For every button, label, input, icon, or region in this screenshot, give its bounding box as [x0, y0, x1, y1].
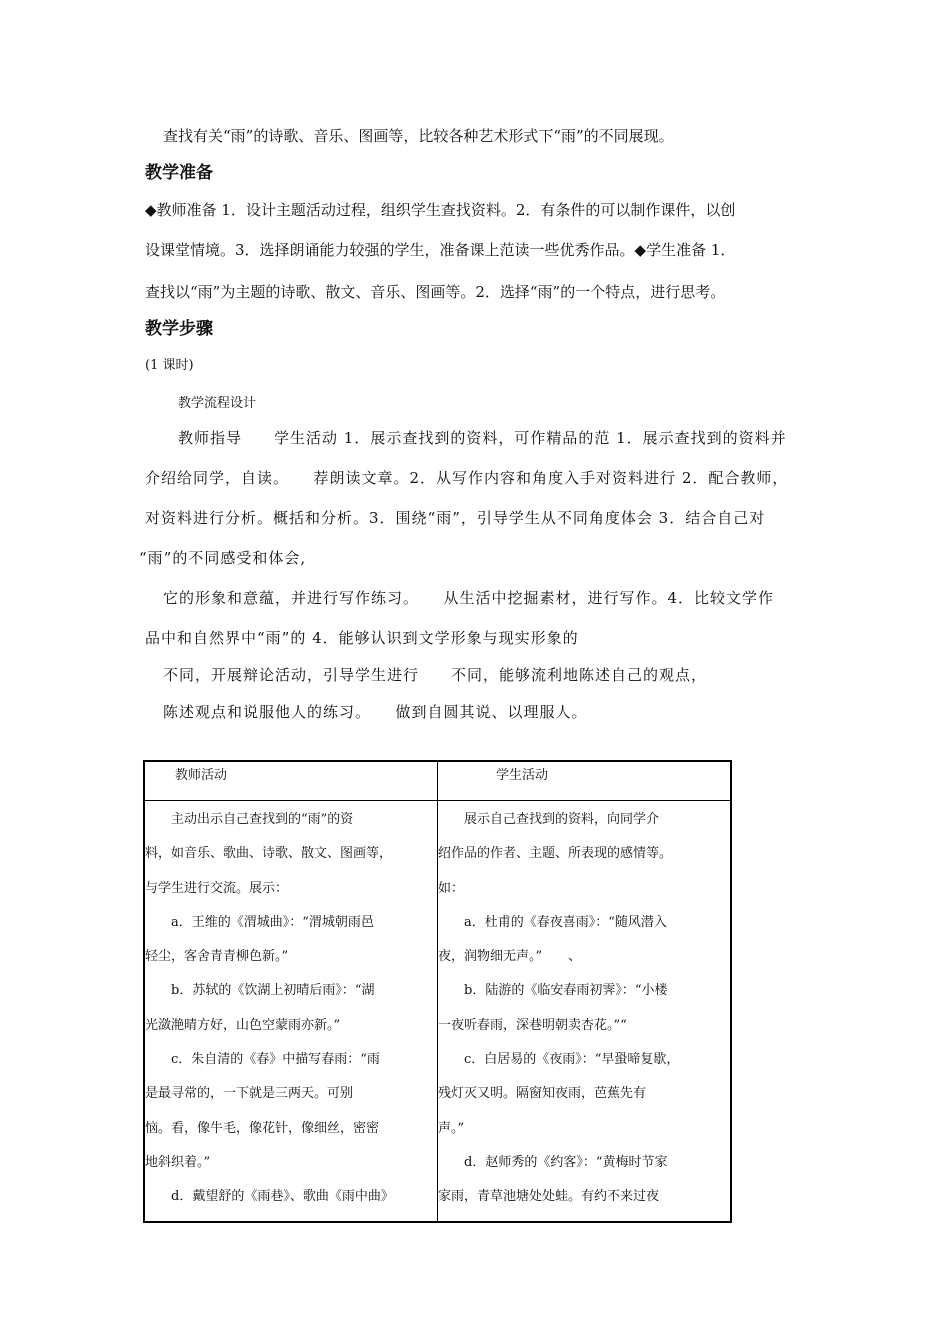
cell-line: 如： — [438, 880, 465, 896]
cell-line: d．戴望舒的《雨巷》、歌曲《雨中曲》 — [145, 1189, 394, 1205]
cell-line: 光潋滟晴方好，山色空蒙雨亦新。” — [145, 1017, 341, 1033]
flow-line: 品中和自然界中“雨”的 4．能够认识到文学形象与现实形象的 — [145, 629, 579, 647]
student-activity-cell — [438, 801, 732, 1223]
section-heading-prep: 教学准备 — [145, 163, 213, 183]
cell-line: 主动出示自己查找到的“雨”的资 — [145, 812, 354, 827]
cell-line: b．陆游的《临安春雨初霁》：“小楼 — [438, 983, 668, 999]
cell-line: 轻尘，客舍青青柳色新。” — [145, 949, 289, 965]
cell-line: b．苏轼的《饮湖上初晴后雨》：“湖 — [145, 983, 375, 999]
cell-line: 料，如音乐、歌曲、诗歌、散文、图画等， — [145, 846, 393, 862]
flow-line: 陈述观点和说服他人的练习。 做到自圆其说、以理服人。 — [163, 703, 588, 721]
cell-line: 夜，润物细无声。” 、 — [438, 949, 582, 965]
cell-line: 残灯灭又明。隔窗知夜雨，芭蕉先有 — [438, 1086, 647, 1102]
flow-line: 教师指导 学生活动 1．展示查找到的资料，可作精品的范 1．展示查找到的资料并 — [178, 429, 787, 447]
flow-line: 它的形象和意蕴，并进行写作练习。 从生活中挖掘素材，进行写作。4．比较文学作 — [163, 589, 775, 607]
table-header-teacher — [144, 761, 438, 801]
section-heading-steps: 教学步骤 — [145, 319, 213, 339]
prep-line: 查找以“雨”为主题的诗歌、散文、音乐、图画等。2．选择“雨”的一个特点，进行思考。 — [145, 283, 726, 301]
prep-line: 设课堂情境。3．选择朗诵能力较强的学生，准备课上范读一些优秀作品。◆学生准备 1． — [145, 241, 736, 259]
cell-line: 是最寻常的，一下就是三两天。可别 — [145, 1086, 354, 1102]
cell-line: 与学生进行交流。展示： — [145, 880, 289, 896]
header-label: 教师活动 — [175, 768, 228, 783]
session-note: (1 课时) — [145, 358, 194, 373]
flow-line: 不同，开展辩论活动，引导学生进行 不同，能够流利地陈述自己的观点， — [163, 666, 708, 684]
cell-line: 声。” — [438, 1120, 465, 1136]
teacher-activity-cell — [144, 801, 438, 1223]
cell-line: 一夜听春雨，深巷明朝卖杏花。”“ — [438, 1017, 627, 1033]
flow-line: 对资料进行分析。概括和分析。3．围绕“雨”，引导学生从不同角度体会 3．结合自己对 — [145, 509, 766, 527]
cell-line: 家雨，青草池塘处处蛙。有约不来过夜 — [438, 1189, 660, 1205]
prep-line: ◆教师准备 1．设计主题活动过程，组织学生查找资料。2．有条件的可以制作课件，以创 — [145, 201, 736, 219]
flow-title: 教学流程设计 — [178, 396, 257, 411]
cell-line: 地斜织着。” — [145, 1154, 211, 1170]
cell-line: 展示自己查找到的资料，向同学介 — [438, 812, 660, 827]
cell-line: 恼。看，像牛毛，像花针，像细丝，密密 — [145, 1120, 380, 1136]
table-header-student — [438, 761, 732, 801]
cell-line: a．王维的《渭城曲》：“渭城朝雨邑 — [145, 914, 374, 930]
cell-line: 绍作品的作者、主题、所表现的感情等。 — [438, 846, 673, 862]
header-label: 学生活动 — [496, 768, 549, 783]
flow-line: 介绍给同学，自读。 荐朗读文章。2．从写作内容和角度入手对资料进行 2．配合教师， — [145, 469, 789, 487]
cell-line: a．杜甫的《春夜喜雨》：“随风潜入 — [438, 914, 667, 930]
cell-line: c．白居易的《夜雨》：“早蛩啼复歇， — [438, 1052, 680, 1068]
activity-table — [143, 760, 732, 1223]
flow-line: “雨”的不同感受和体会, — [139, 549, 307, 567]
intro-line: 查找有关“雨”的诗歌、音乐、图画等，比较各种艺术形式下“雨”的不同展现。 — [163, 127, 674, 145]
cell-line: c．朱自清的《春》中描写春雨：“雨 — [145, 1052, 380, 1068]
cell-line: d．赵师秀的《约客》：“黄梅时节家 — [438, 1154, 668, 1170]
